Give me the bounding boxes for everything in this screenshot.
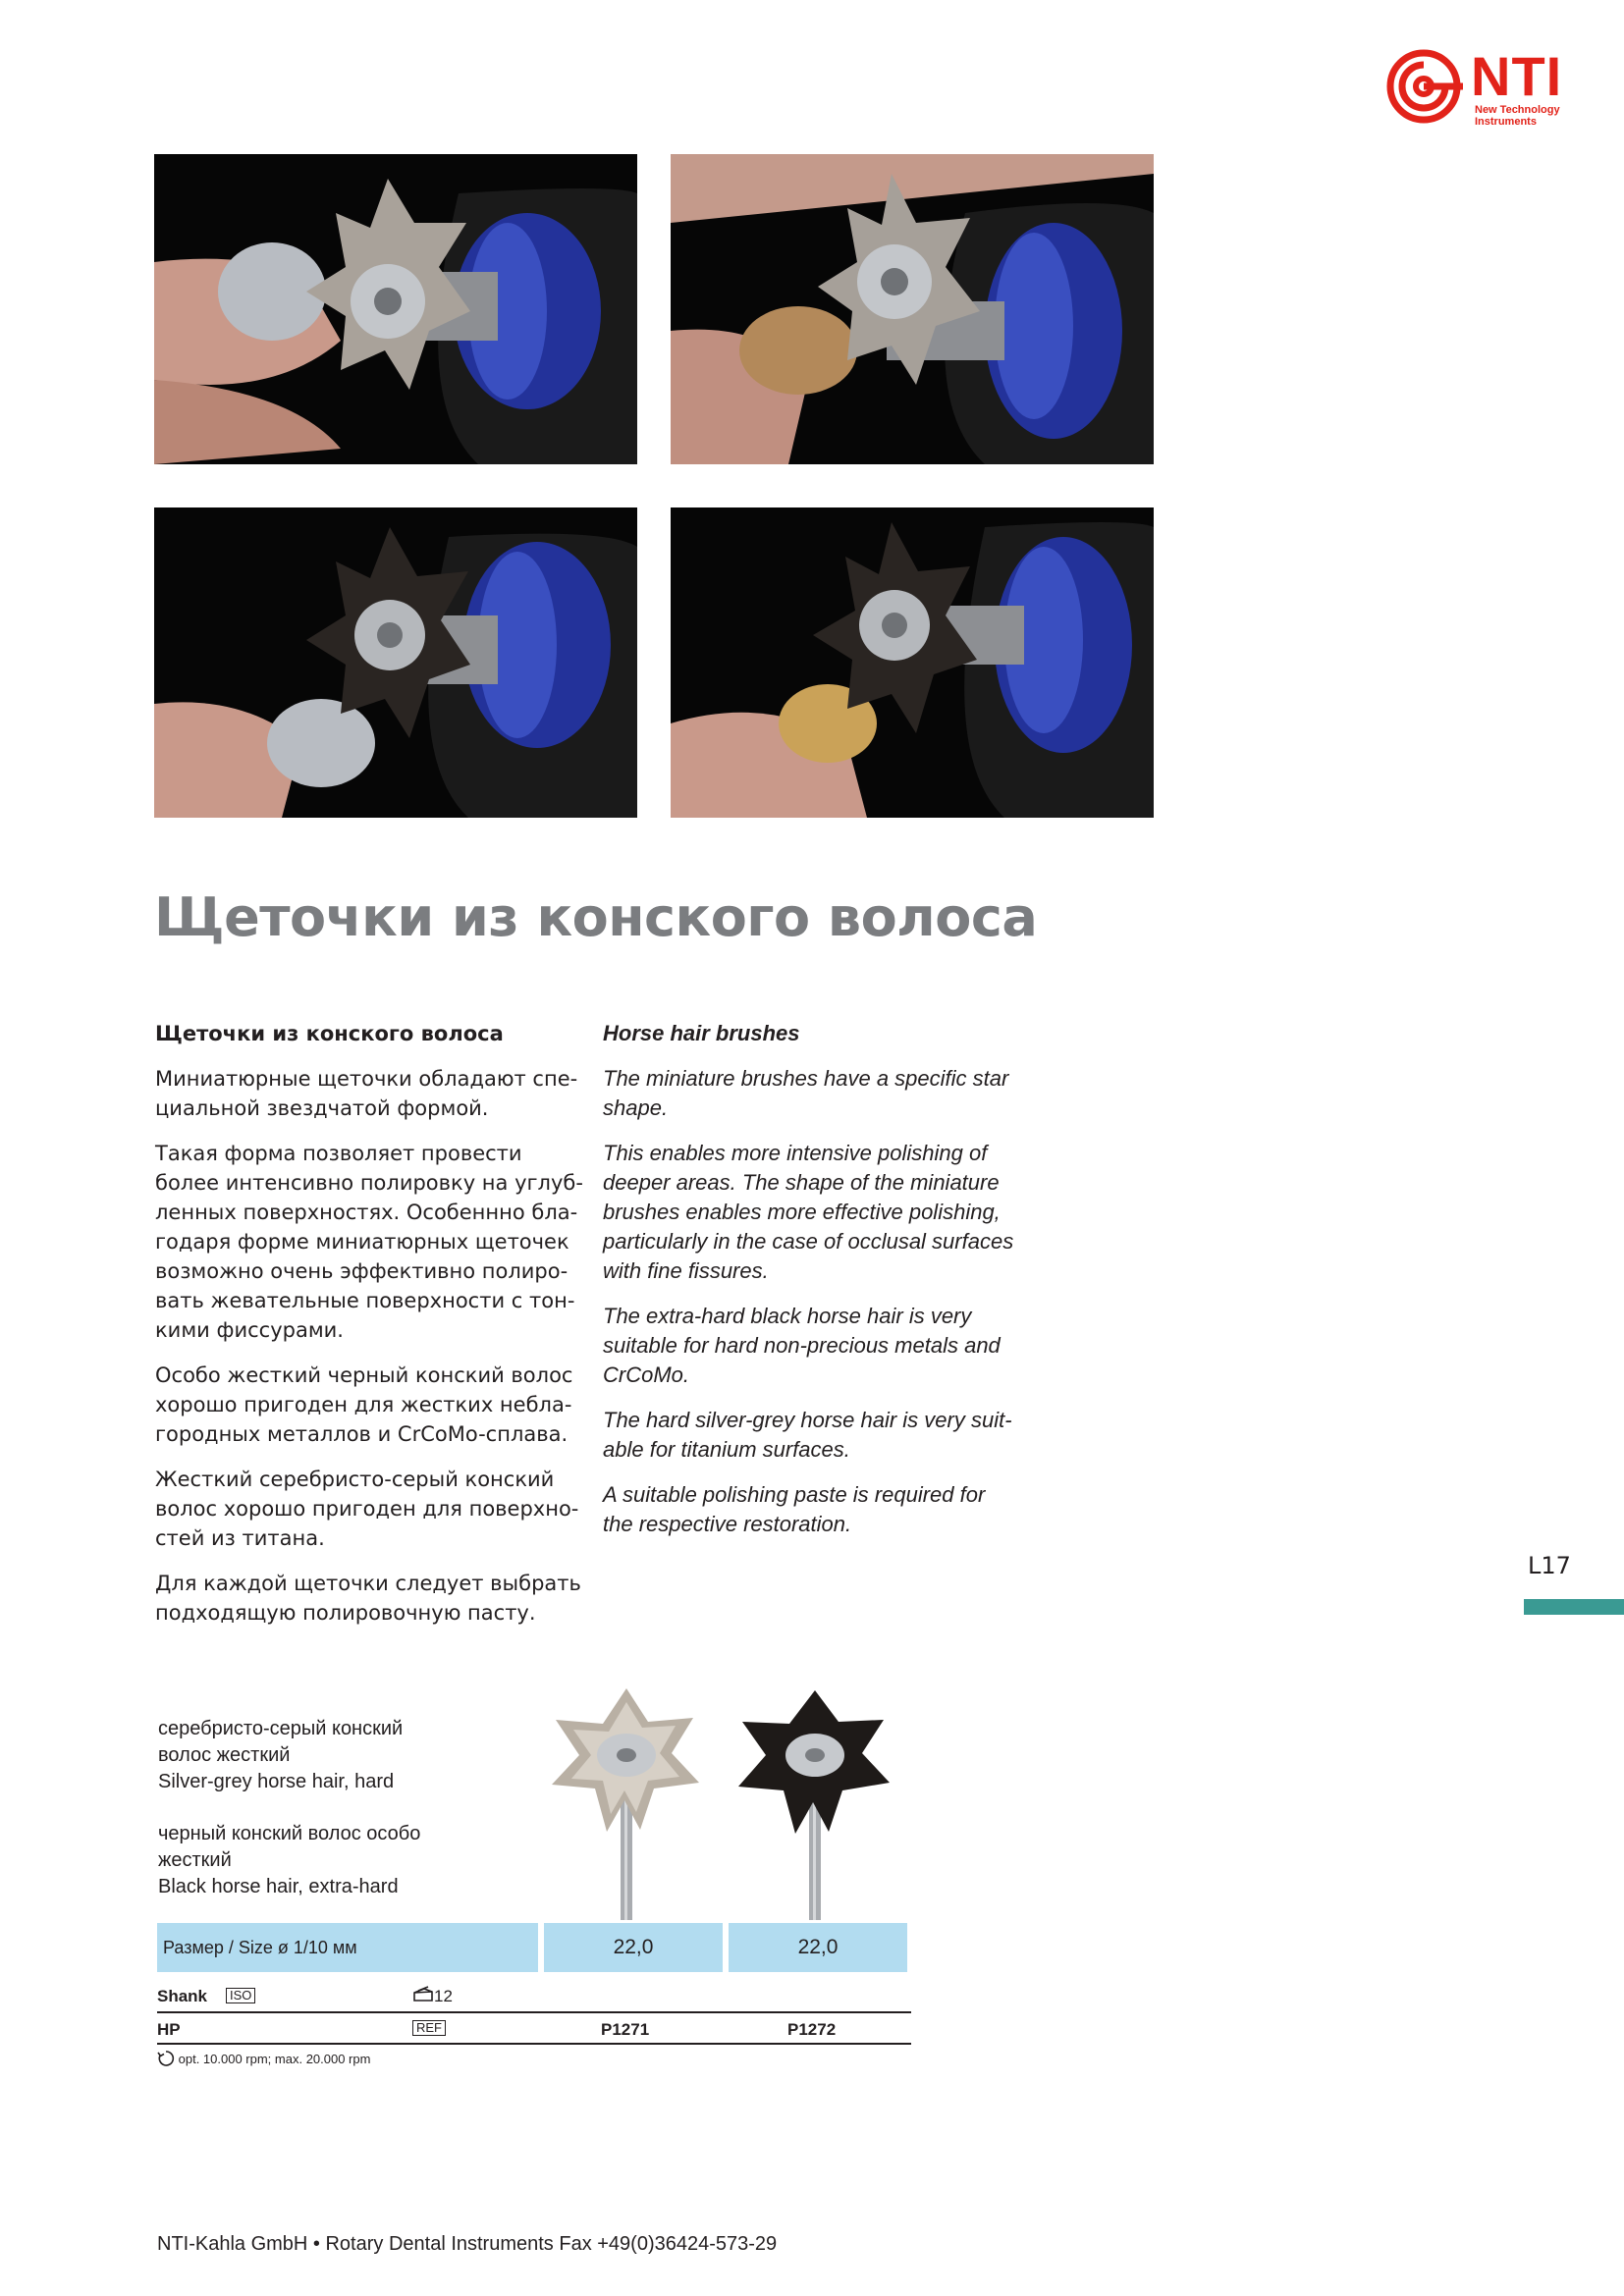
rpm-note: opt. 10.000 rpm; max. 20.000 rpm bbox=[157, 2050, 370, 2067]
hp-row bbox=[157, 2018, 911, 2044]
nti-brand-text: NTI bbox=[1471, 45, 1563, 107]
en-paragraph: The extra-hard black horse hair is very suitable for hard non-precious metals and CrCoMo. bbox=[603, 1304, 1001, 1387]
silver-brush-photo-icon bbox=[154, 154, 637, 464]
product-desc-black: черный конский волос особо жесткий Black horse hair, extra-hard bbox=[158, 1823, 421, 1897]
ru-paragraph: Особо жесткий черный конский волос хорошо пригоден для жестких небла- городных металлов и CrCoMo-сплава. bbox=[155, 1363, 573, 1446]
hp-label: HP bbox=[157, 2020, 181, 2039]
black-brush-photo-icon bbox=[671, 507, 1154, 818]
photo-black-brush-2 bbox=[671, 507, 1154, 818]
black-star-brush-icon bbox=[727, 1684, 903, 1920]
ru-paragraph: Жесткий серебристо-серый конский волос хорошо пригоден для поверхно- стей из титана. bbox=[155, 1468, 579, 1550]
photo-black-brush-1 bbox=[154, 507, 637, 818]
size-value-p1272: 22,0 bbox=[729, 1923, 907, 1972]
ref-label: REF bbox=[412, 2020, 446, 2036]
size-value-p1271: 22,0 bbox=[544, 1923, 723, 1972]
shank-label: Shank bbox=[157, 1987, 208, 2005]
photo-silver-brush-2 bbox=[671, 154, 1154, 464]
silver-star-brush-icon bbox=[538, 1684, 715, 1920]
page-section-marker: L17 bbox=[1528, 1552, 1571, 1579]
section-tab-bar bbox=[1524, 1599, 1624, 1615]
nti-brand-subtitle: New Technology Instruments bbox=[1475, 104, 1560, 128]
rotation-icon bbox=[157, 2050, 175, 2067]
silver-brush-product-image bbox=[538, 1684, 715, 1920]
page-title: Щеточки из конского волоса bbox=[154, 886, 1038, 948]
ref-code-p1271: P1271 bbox=[601, 2020, 650, 2039]
ru-paragraph: Для каждой щеточки следует выбрать подходящую полировочную пасту. bbox=[155, 1572, 581, 1625]
ru-subheading: Щеточки из конского волоса bbox=[155, 1022, 504, 1045]
silver-brush-photo-icon bbox=[671, 154, 1154, 464]
en-paragraph: The miniature brushes have a specific star shape. bbox=[603, 1066, 1009, 1120]
shank-row bbox=[157, 1985, 911, 2010]
product-desc-silver: серебристо-серый конский волос жесткий Silver-grey horse hair, hard bbox=[158, 1718, 404, 1792]
table-rule bbox=[157, 2043, 911, 2045]
en-paragraph: This enables more intensive polishing of deeper areas. The shape of the miniature brushes enables more effective polishing, particularly in the case of occlusal surfaces with fine fissures. bbox=[603, 1141, 1014, 1283]
en-paragraph: A suitable polishing paste is required for the respective restoration. bbox=[603, 1482, 986, 1536]
en-subheading: Horse hair brushes bbox=[603, 1021, 800, 1045]
black-brush-product-image bbox=[727, 1684, 903, 1920]
package-icon bbox=[412, 1985, 434, 2004]
table-rule bbox=[157, 2011, 911, 2013]
nti-logo bbox=[1384, 47, 1571, 126]
ru-paragraph: Миниатюрные щеточки обладают спе- циальной звездчатой формой. bbox=[155, 1067, 578, 1120]
black-brush-photo-icon bbox=[154, 507, 637, 818]
pack-quantity: 12 bbox=[412, 1985, 453, 2006]
page-footer: NTI-Kahla GmbH • Rotary Dental Instruments Fax +49(0)36424-573-29 bbox=[157, 2233, 778, 2255]
nti-logo-mark-icon bbox=[1384, 47, 1471, 126]
en-paragraph: The hard silver-grey horse hair is very suit- able for titanium surfaces. bbox=[603, 1408, 1012, 1462]
russian-text-column bbox=[155, 1019, 587, 1643]
photo-silver-brush-1 bbox=[154, 154, 637, 464]
ru-paragraph: Такая форма позволяет провести более интенсивно полировку на углуб- ленных поверхностях. Особеннно бла- годаря форме миниатюрных щеточек возможно очень эффективно полиро- вать жевательные поверхности с тон- кими фиссурами. bbox=[155, 1142, 583, 1342]
size-label-cell: Размер / Size ø 1/10 мм bbox=[157, 1923, 538, 1972]
iso-label: ISO bbox=[226, 1988, 255, 2003]
english-text-column bbox=[603, 1019, 1035, 1555]
ref-code-p1272: P1272 bbox=[787, 2020, 837, 2039]
